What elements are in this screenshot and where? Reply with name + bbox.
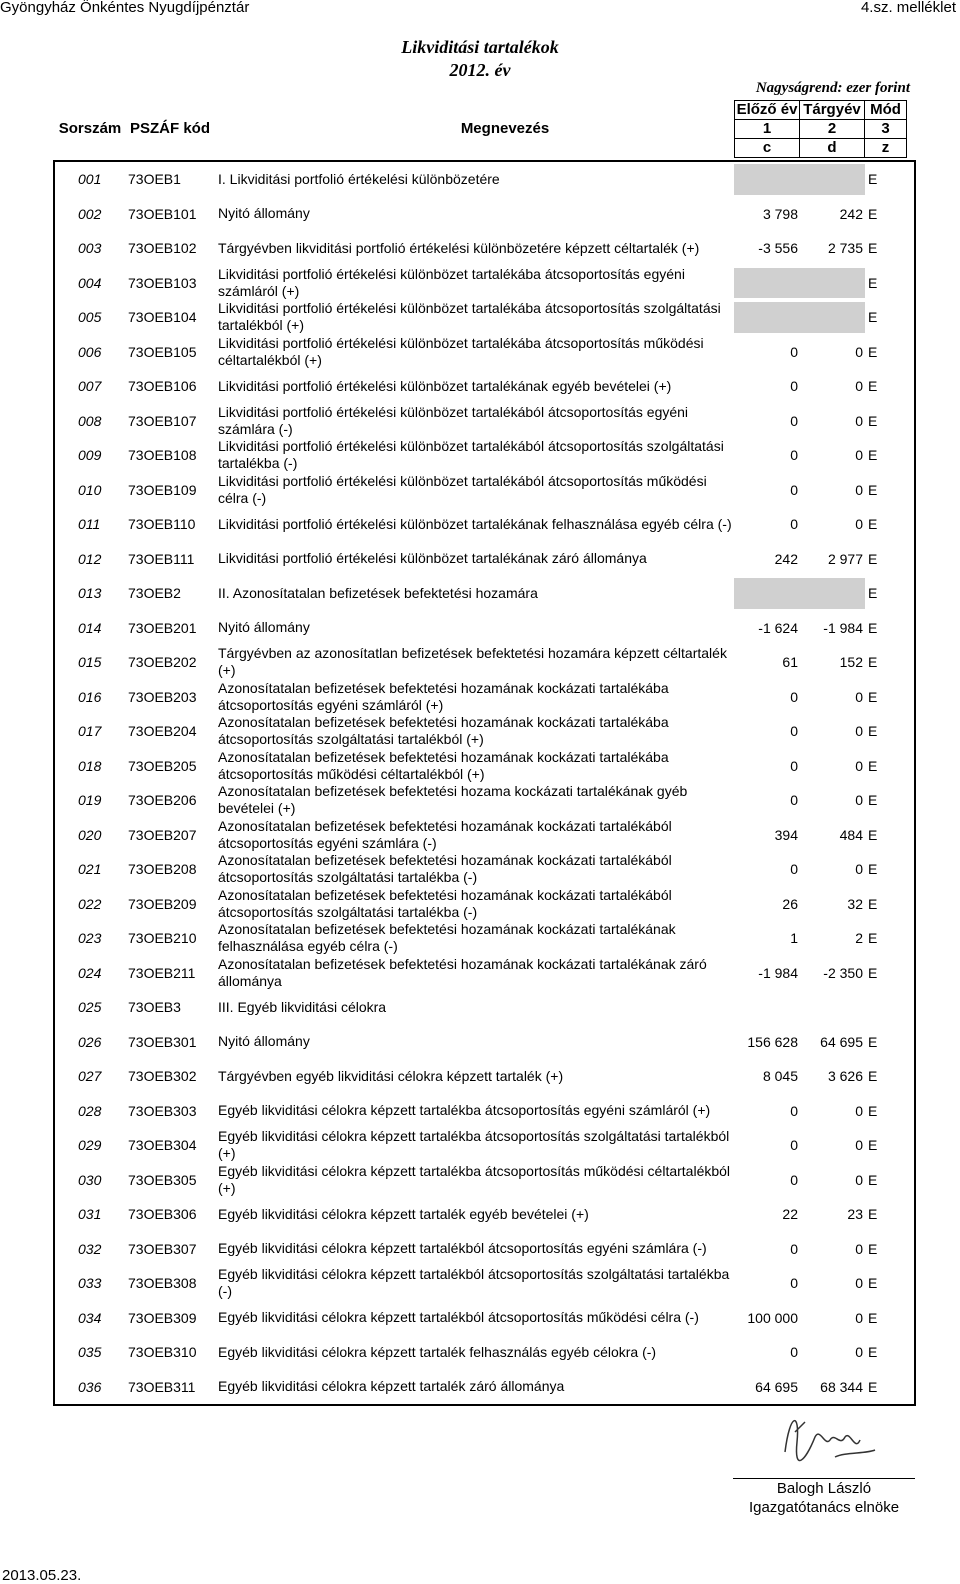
document-year: 2012. év [449,60,511,80]
mode-value: E [868,481,878,498]
row-description: Azonosítatalan befizetések befektetési hozamának kockázati tartalékába átcsoportosítás szolgáltatási tartalékból (+) [218,714,669,748]
previous-year-value: 0 [790,1240,798,1257]
current-year-value: 2 977 [827,550,863,567]
row-description: Egyéb likviditási célokra képzett tartalékból átcsoportosítás egyéni számlára (-) [218,1240,707,1257]
col-prev-letter: c [734,138,800,158]
row-description: II. Azonosítatalan befizetések befektetési hozamára [218,584,538,601]
row-number: 021 [78,861,102,878]
table-row [55,266,914,301]
current-year-value: 0 [855,1240,863,1257]
row-number: 004 [78,274,102,291]
row-description: Egyéb likviditási célokra képzett tartalékba átcsoportosítás szolgáltatási tartalékból (+) [218,1128,730,1162]
col-curr-letter: d [799,138,865,158]
previous-year-value [735,162,800,197]
row-number: 030 [78,1171,102,1188]
row-number: 014 [78,619,102,636]
row-number: 018 [78,757,102,774]
current-year-value: 0 [855,412,863,429]
mode-value: E [868,516,878,533]
row-description: Azonosítatalan befizetések befektetési hozamának kockázati tartalékából átcsoportosítás szolgáltatási tartalékba (-) [218,886,672,920]
pszaf-code: 73OEB201 [128,619,197,636]
table-row [55,542,914,577]
mode-value: E [868,1171,878,1188]
mode-value: E [868,723,878,740]
table-row [55,1301,914,1336]
table-row [55,749,914,784]
row-number: 022 [78,895,102,912]
row-description: Egyéb likviditási célokra képzett tartalékból átcsoportosítás működési célra (-) [218,1309,699,1326]
pszaf-code: 73OEB309 [128,1309,197,1326]
current-year-value: 64 695 [820,1033,863,1050]
mode-value: E [868,964,878,981]
pszaf-code: 73OEB204 [128,723,197,740]
current-year-value: -1 984 [823,619,863,636]
previous-year-value: 0 [790,481,798,498]
current-year-value: 2 [855,930,863,947]
pszaf-code: 73OEB103 [128,274,197,291]
row-number: 020 [78,826,102,843]
row-number: 008 [78,412,102,429]
table-row [55,438,914,473]
current-year-value: 0 [855,861,863,878]
col-pszaf: PSZÁF kód [129,120,210,137]
table-row [55,611,914,646]
row-number: 005 [78,309,102,326]
row-number: 009 [78,447,102,464]
mode-value: E [868,1102,878,1119]
col-mod: Mód [864,100,907,120]
mode-value: E [868,1275,878,1292]
table-row [55,714,914,749]
current-year-value: 0 [855,688,863,705]
current-year-value: 0 [855,447,863,464]
previous-year-value: 3 798 [762,205,798,222]
pszaf-code: 73OEB203 [128,688,197,705]
pszaf-code: 73OEB209 [128,895,197,912]
mode-value: E [868,1378,878,1395]
table-row [55,1163,914,1198]
pszaf-code: 73OEB310 [128,1344,197,1361]
pszaf-code: 73OEB106 [128,378,197,395]
current-year-value [800,266,865,301]
table-row [55,1094,914,1129]
current-year-value: 32 [847,895,863,912]
row-number: 010 [78,481,102,498]
current-year-value [800,576,865,611]
previous-year-value: 0 [790,1275,798,1292]
mode-value: E [868,240,878,257]
table-row [55,507,914,542]
row-description: Egyéb likviditási célokra képzett tartalékból átcsoportosítás szolgáltatási tartalékba (-) [218,1266,730,1300]
mode-value: E [868,1240,878,1257]
mode-value: E [868,1137,878,1154]
table-row [55,990,914,1025]
mode-value: E [868,1068,878,1085]
row-number: 029 [78,1137,102,1154]
mode-value: E [868,861,878,878]
table-row [55,404,914,439]
current-year-value: 0 [855,1275,863,1292]
previous-year-value: 242 [774,550,798,567]
previous-year-value: 0 [790,1137,798,1154]
current-year-value: 242 [839,205,863,222]
pszaf-code: 73OEB311 [128,1378,196,1395]
row-description: Likviditási portfolió értékelési különbözet tartalékából átcsoportosítás egyéni számlára (-) [218,403,689,437]
table-row [55,369,914,404]
row-description: Azonosítatalan befizetések befektetési hozamának kockázati tartalékába átcsoportosítás működési céltartalékból (+) [218,748,669,782]
pszaf-code: 73OEB207 [128,826,197,843]
current-year-value [800,300,865,335]
previous-year-value: 8 045 [762,1068,798,1085]
mode-value: E [868,378,878,395]
mode-value: E [868,1206,878,1223]
pszaf-code: 73OEB305 [128,1171,197,1188]
mode-value: E [868,792,878,809]
row-number: 027 [78,1068,102,1085]
row-description: Azonosítatalan befizetések befektetési hozamának kockázati tartalékából átcsoportosítás szolgáltatási tartalékba (-) [218,852,672,886]
table-row [55,1059,914,1094]
row-description: Nyitó állomány [218,1033,310,1050]
table-row [55,1025,914,1060]
previous-year-value: 0 [790,861,798,878]
row-description: Egyéb likviditási célokra képzett tartalék egyéb bevételei (+) [218,1205,589,1222]
row-description: Azonosítatalan befizetések befektetési hozamának kockázati tartalékába átcsoportosítás egyéni számláról (+) [218,679,669,713]
row-number: 002 [78,205,102,222]
pszaf-code: 73OEB304 [128,1137,197,1154]
table-row [55,1197,914,1232]
current-year-value [800,990,865,1025]
pszaf-code: 73OEB210 [128,930,197,947]
mode-value: E [868,550,878,567]
current-year-value: 0 [855,792,863,809]
mode-value: E [868,1033,878,1050]
previous-year-value: 0 [790,688,798,705]
pszaf-code: 73OEB111 [128,550,195,567]
table-row [55,1232,914,1267]
previous-year-value: 0 [790,343,798,360]
mode-value [866,990,888,1025]
row-number: 034 [78,1309,102,1326]
table-row [55,852,914,887]
row-number: 006 [78,343,102,360]
previous-year-value: 0 [790,757,798,774]
row-description: Nyitó állomány [218,205,310,222]
mode-value: E [868,1344,878,1361]
liquidity-reserves-table [53,160,916,1406]
pszaf-code: 73OEB205 [128,757,197,774]
table-row [55,1128,914,1163]
col-sorszam: Sorszám [58,120,122,137]
table-row [55,335,914,370]
pszaf-code: 73OEB3 [128,999,181,1016]
mode-value: E [868,343,878,360]
row-number: 016 [78,688,102,705]
current-year-value: 152 [839,654,863,671]
row-number: 026 [78,1033,102,1050]
pszaf-code: 73OEB307 [128,1240,197,1257]
pszaf-code: 73OEB206 [128,792,197,809]
row-number: 031 [78,1206,102,1223]
previous-year-value: 0 [790,1344,798,1361]
row-description: Likviditási portfolió értékelési különbözet tartalékába átcsoportosítás szolgáltatási tartalékból (+) [218,300,721,334]
pszaf-code: 73OEB208 [128,861,197,878]
current-year-value: 23 [847,1206,863,1223]
row-number: 036 [78,1378,102,1395]
mode-value: E [868,654,878,671]
row-description: Egyéb likviditási célokra képzett tartalék záró állománya [218,1378,565,1395]
row-description: Likviditási portfolió értékelési különbözet tartalékába átcsoportosítás egyéni számláról (+) [218,265,685,299]
pszaf-code: 73OEB104 [128,309,197,326]
table-row [55,783,914,818]
row-description: I. Likviditási portfolió értékelési különbözetére [218,170,500,187]
previous-year-value [735,576,800,611]
row-description: Likviditási portfolió értékelési különbözet tartalékába átcsoportosítás működési céltartalékból (+) [218,334,704,368]
current-year-value: 68 344 [820,1378,863,1395]
signatory-role: Igazgatótanács elnöke [748,1499,900,1516]
row-number: 017 [78,723,102,740]
previous-year-value: 156 628 [747,1033,798,1050]
fund-name: Gyöngyház Önkéntes Nyugdíjpénztár [0,0,250,16]
appendix-label: 4.sz. melléklet [860,0,956,16]
current-year-value: 0 [855,1344,863,1361]
pszaf-code: 73OEB1 [128,171,181,188]
col-mod-number: 3 [864,119,907,139]
mode-value: E [868,585,878,602]
row-number: 033 [78,1275,102,1292]
current-year-value [800,162,865,197]
mode-value: E [868,205,878,222]
row-description: Likviditási portfolió értékelési különbözet tartalékának felhasználása egyéb célra (-) [218,515,732,532]
current-year-value: 0 [855,1309,863,1326]
pszaf-code: 73OEB301 [128,1033,197,1050]
pszaf-code: 73OEB107 [128,412,197,429]
row-number: 012 [78,550,102,567]
previous-year-value: 0 [790,792,798,809]
document-date: 2013.05.23. [2,1567,82,1584]
mode-value: E [868,171,878,188]
mode-value: E [868,826,878,843]
row-number: 015 [78,654,102,671]
previous-year-value: 26 [782,895,798,912]
col-curr: Tárgyév [799,100,865,120]
current-year-value: 0 [855,516,863,533]
previous-year-value: 0 [790,1171,798,1188]
table-row [55,818,914,853]
table-row [55,231,914,266]
pszaf-code: 73OEB102 [128,240,197,257]
current-year-value: 0 [855,1137,863,1154]
pszaf-code: 73OEB202 [128,654,197,671]
current-year-value: 0 [855,378,863,395]
row-description: Likviditási portfolió értékelési különbözet tartalékából átcsoportosítás szolgáltatási tartalékba (-) [218,438,724,472]
pszaf-code: 73OEB105 [128,343,197,360]
row-number: 025 [78,999,102,1016]
previous-year-value: 0 [790,723,798,740]
table-row [55,1335,914,1370]
row-description: Likviditási portfolió értékelési különbözet tartalékának záró állománya [218,550,647,567]
row-number: 011 [78,516,101,533]
previous-year-value [735,266,800,301]
col-megnevezes: Megnevezés [460,120,550,137]
mode-value: E [868,757,878,774]
row-description: Azonosítatalan befizetések befektetési hozamának kockázati tartalékából átcsoportosítás egyéni számlára (-) [218,817,672,851]
row-number: 028 [78,1102,102,1119]
previous-year-value [735,990,800,1025]
row-description: Azonosítatalan befizetések befektetési hozamának kockázati tartalékának záró állománya [218,955,707,989]
row-number: 023 [78,930,102,947]
previous-year-value: 0 [790,412,798,429]
document-title: Likviditási tartalékok [401,37,559,57]
previous-year-value [735,300,800,335]
previous-year-value: 1 [790,930,798,947]
current-year-value: 3 626 [827,1068,863,1085]
row-description: Egyéb likviditási célokra képzett tartalék felhasználás egyéb célokra (-) [218,1343,657,1360]
signatory-name: Balogh László [776,1480,872,1497]
previous-year-value: 22 [782,1206,798,1223]
row-description: Azonosítatalan befizetések befektetési hozama kockázati tartalékának gyéb bevételei (+) [218,783,688,817]
table-row [55,956,914,991]
table-row [55,921,914,956]
previous-year-value: 100 000 [747,1309,798,1326]
mode-value: E [868,447,878,464]
table-row [55,473,914,508]
previous-year-value: 64 695 [755,1378,798,1395]
table-row [55,680,914,715]
mode-value: E [868,309,878,326]
table-row [55,1370,914,1405]
current-year-value: 0 [855,757,863,774]
row-description: Tárgyévben egyéb likviditási célokra képzett tartalék (+) [218,1067,564,1084]
current-year-value: 0 [855,481,863,498]
row-description: Azonosítatalan befizetések befektetési hozamának kockázati tartalékának felhasználása egyéb célra (-) [218,921,676,955]
pszaf-code: 73OEB211 [128,964,196,981]
signature-line [733,1478,915,1479]
row-description: Egyéb likviditási célokra képzett tartalékba átcsoportosítás egyéni számláról (+) [218,1102,711,1119]
mode-value: E [868,274,878,291]
row-description: Likviditási portfolió értékelési különbözet tartalékából átcsoportosítás működési célra (-) [218,472,707,506]
table-row [55,576,914,611]
pszaf-code: 73OEB2 [128,585,181,602]
previous-year-value: 0 [790,1102,798,1119]
row-description: Nyitó állomány [218,619,310,636]
table-row [55,300,914,335]
previous-year-value: 0 [790,516,798,533]
mode-value: E [868,1309,878,1326]
previous-year-value: -3 556 [758,240,798,257]
col-prev: Előző év [734,100,800,120]
pszaf-code: 73OEB110 [128,516,196,533]
mode-value: E [868,688,878,705]
pszaf-code: 73OEB108 [128,447,197,464]
pszaf-code: 73OEB101 [128,205,197,222]
table-row [55,645,914,680]
pszaf-code: 73OEB303 [128,1102,197,1119]
pszaf-code: 73OEB306 [128,1206,197,1223]
row-number: 024 [78,964,102,981]
current-year-value: -2 350 [823,964,863,981]
previous-year-value: 61 [782,654,798,671]
pszaf-code: 73OEB308 [128,1275,197,1292]
col-mod-letter: z [864,138,907,158]
current-year-value: 484 [839,826,863,843]
mode-value: E [868,895,878,912]
current-year-value: 0 [855,343,863,360]
mode-value: E [868,930,878,947]
previous-year-value: -1 624 [758,619,798,636]
row-description: Likviditási portfolió értékelési különbözet tartalékának egyéb bevételei (+) [218,377,672,394]
row-number: 019 [78,792,102,809]
signature-scribble [775,1402,885,1477]
row-description: III. Egyéb likviditási célokra [218,998,387,1015]
table-row [55,197,914,232]
current-year-value: 0 [855,1102,863,1119]
column-headers [53,100,916,156]
row-description: Tárgyévben az azonosítatlan befizetések befektetési hozamára képzett céltartalék (+) [218,645,727,679]
table-row [55,162,914,197]
pszaf-code: 73OEB302 [128,1068,197,1085]
previous-year-value: 0 [790,447,798,464]
row-number: 035 [78,1344,102,1361]
scale-note: Nagyságrend: ezer forint [755,80,910,96]
previous-year-value: 0 [790,378,798,395]
col-curr-number: 2 [799,119,865,139]
mode-value: E [868,412,878,429]
table-row [55,1266,914,1301]
col-prev-number: 1 [734,119,800,139]
row-number: 013 [78,585,102,602]
row-number: 032 [78,1240,102,1257]
row-number: 001 [78,171,102,188]
previous-year-value: -1 984 [758,964,798,981]
row-number: 003 [78,240,102,257]
row-description: Egyéb likviditási célokra képzett tartalékba átcsoportosítás működési céltartalékból (+) [218,1162,731,1196]
pszaf-code: 73OEB109 [128,481,197,498]
current-year-value: 2 735 [827,240,863,257]
row-description: Tárgyévben likviditási portfolió értékelési különbözetére képzett céltartalék (+) [218,239,700,256]
current-year-value: 0 [855,723,863,740]
table-row [55,887,914,922]
current-year-value: 0 [855,1171,863,1188]
previous-year-value: 394 [774,826,798,843]
mode-value: E [868,619,878,636]
row-number: 007 [78,378,102,395]
